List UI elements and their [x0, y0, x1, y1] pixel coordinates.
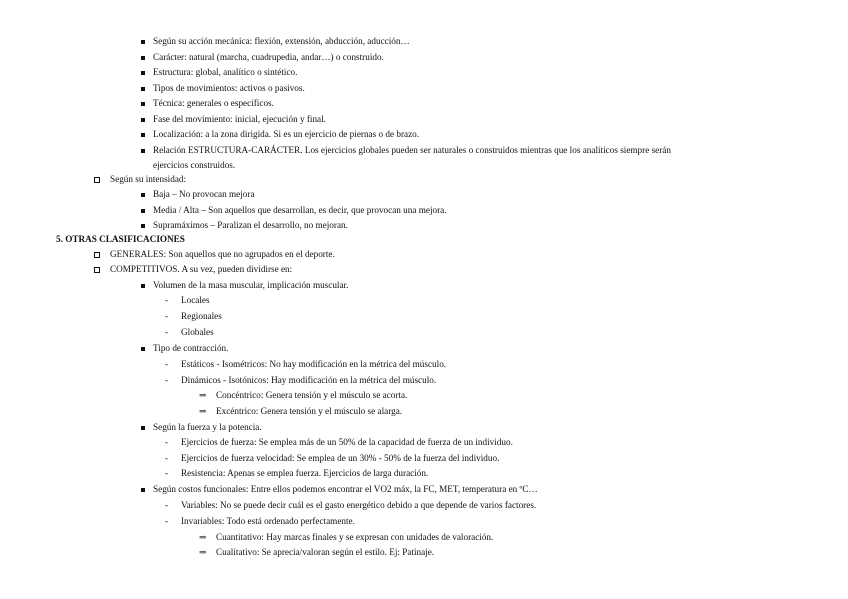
list-item: Tipo de contracción.: [153, 343, 229, 353]
bullet-icon: [141, 87, 145, 91]
arrow-right-icon: ⇒: [199, 390, 207, 400]
subsection-title: COMPETITIVOS. A su vez, pueden dividirse en:: [110, 264, 293, 274]
bullet-icon: [141, 56, 145, 60]
bullet-icon: [141, 193, 145, 197]
section-heading: 5. OTRAS CLASIFICACIONES: [56, 234, 185, 244]
checkbox-square-icon: [94, 177, 100, 183]
dash-marker: -: [165, 468, 168, 478]
list-item: Invariables: Todo está ordenado perfectamente.: [181, 516, 355, 526]
list-item: Estáticos - Isométricos: No hay modificación en la métrica del músculo.: [181, 359, 447, 369]
dash-marker: -: [165, 359, 168, 369]
list-item: Técnica: generales o específicos.: [153, 98, 274, 108]
bullet-icon: [141, 224, 145, 228]
list-item: Supramáximos – Paralizan el desarrollo, no mejoran.: [153, 220, 348, 230]
list-item: Localización: a la zona dirigida. Si es un ejercicio de piernas o de brazo.: [153, 129, 420, 139]
checkbox-square-icon: [94, 267, 100, 273]
bullet-icon: [141, 209, 145, 213]
bullet-icon: [141, 488, 145, 492]
checkbox-square-icon: [94, 252, 100, 258]
bullet-icon: [141, 133, 145, 137]
list-item: Tipos de movimientos: activos o pasivos.: [153, 83, 305, 93]
dash-marker: -: [165, 453, 168, 463]
bullet-icon: [141, 426, 145, 430]
list-item: Regionales: [181, 311, 222, 321]
arrow-right-icon: ⇒: [199, 406, 207, 416]
list-item: Estructura: global, analítico o sintético.: [153, 67, 298, 77]
list-item: Dinámicos - Isotónicos: Hay modificación en la métrica del músculo.: [181, 375, 437, 385]
list-item: Ejercicios de fuerza velocidad: Se emplea de un 30% - 50% de la fuerza del individuo.: [181, 453, 500, 463]
bullet-icon: [141, 118, 145, 122]
list-item: Resistencia: Apenas se emplea fuerza. Ejercicios de larga duración.: [181, 468, 429, 478]
list-item: Volumen de la masa muscular, implicación muscular.: [153, 280, 349, 290]
list-item: Excéntrico: Genera tensión y el músculo se alarga.: [216, 406, 403, 416]
bullet-icon: [141, 71, 145, 75]
list-item: Según costos funcionales: Entre ellos podemos encontrar el VO2 máx, la FC, MET, temperatura en ºC…: [153, 484, 538, 494]
list-item: Carácter: natural (marcha, cuadrupedia, andar…) o construido.: [153, 52, 384, 62]
bullet-icon: [141, 347, 145, 351]
dash-marker: -: [165, 327, 168, 337]
list-item-continuation: ejercicios construidos.: [153, 160, 236, 170]
list-item: Ejercicios de fuerza: Se emplea más de un 50% de la capacidad de fuerza de un individuo.: [181, 437, 513, 447]
bullet-icon: [141, 149, 145, 153]
dash-marker: -: [165, 500, 168, 510]
dash-marker: -: [165, 295, 168, 305]
list-item: Fase del movimiento: inicial, ejecución y final.: [153, 114, 326, 124]
arrow-right-icon: ⇒: [199, 532, 207, 542]
dash-marker: -: [165, 375, 168, 385]
subsection-title: Según su intensidad:: [110, 174, 187, 184]
list-item: Cuantitativo: Hay marcas finales y se expresan con unidades de valoración.: [216, 532, 494, 542]
list-item: Media / Alta – Son aquellos que desarrollan, es decir, que provocan una mejora.: [153, 205, 447, 215]
list-item: Según su acción mecánica: flexión, extensión, abducción, aducción…: [153, 36, 410, 46]
list-item: Según la fuerza y la potencia.: [153, 422, 262, 432]
subsection-title: GENERALES: Son aquellos que no agrupados en el deporte.: [110, 249, 335, 259]
bullet-icon: [141, 102, 145, 106]
bullet-icon: [141, 40, 145, 44]
dash-marker: -: [165, 516, 168, 526]
list-item: Locales: [181, 295, 210, 305]
bullet-icon: [141, 284, 145, 288]
list-item: Cualitativo: Se aprecia/valoran según el estilo. Ej: Patinaje.: [216, 547, 435, 557]
list-item: Baja – No provocan mejora: [153, 189, 255, 199]
dash-marker: -: [165, 311, 168, 321]
dash-marker: -: [165, 437, 168, 447]
arrow-right-icon: ⇒: [199, 547, 207, 557]
list-item: Globales: [181, 327, 214, 337]
list-item: Concéntrico: Genera tensión y el músculo se acorta.: [216, 390, 408, 400]
list-item: Relación ESTRUCTURA-CARÁCTER. Los ejercicios globales pueden ser naturales o construidos mientras que los analíticos siempre serán: [153, 145, 671, 155]
list-item: Variables: No se puede decir cuál es el gasto energético debido a que depende de varios factores.: [181, 500, 537, 510]
